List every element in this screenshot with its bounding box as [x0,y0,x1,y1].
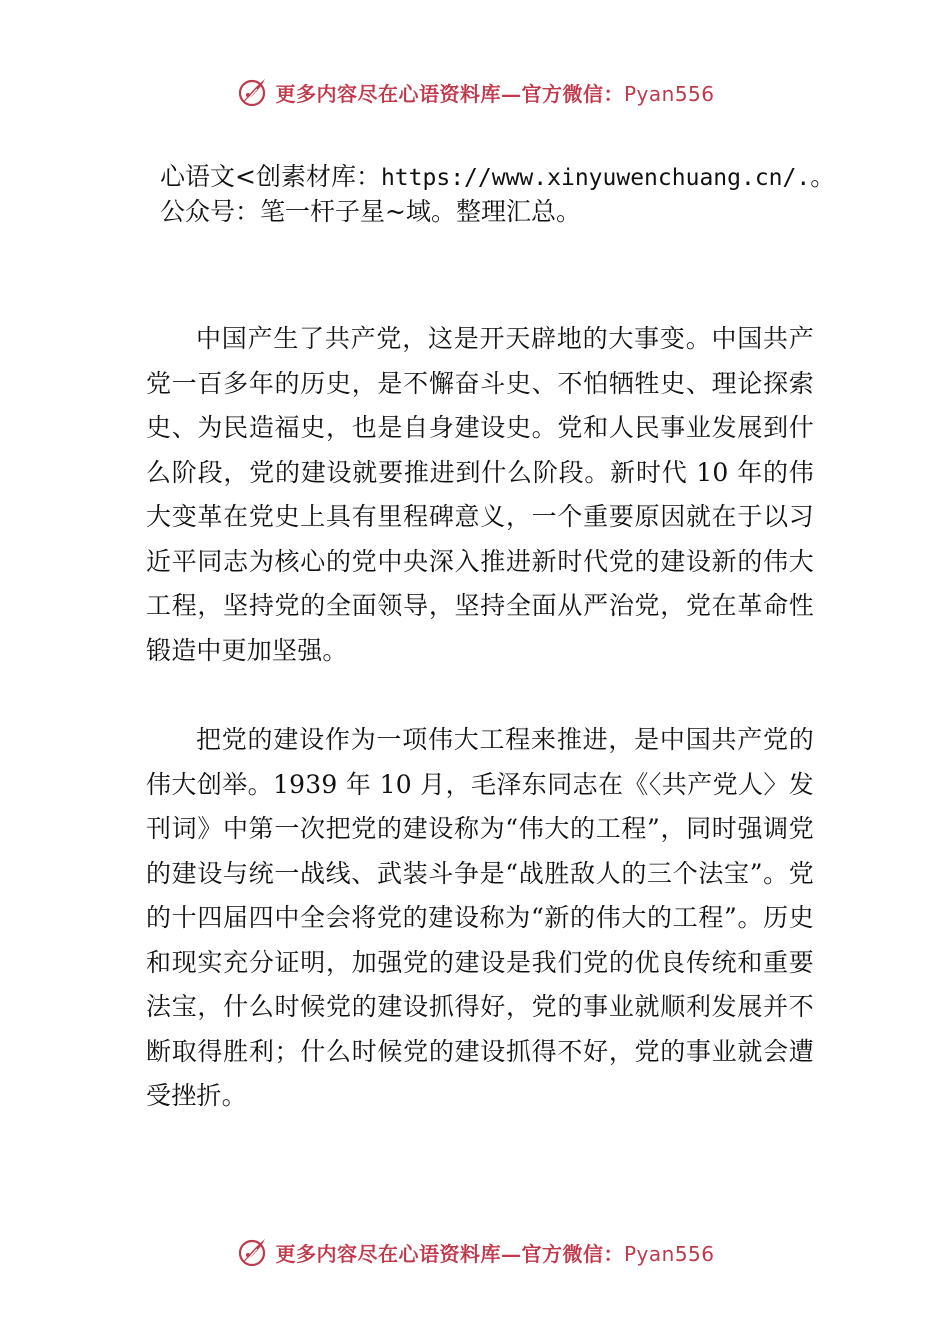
article-paragraph: 中国产生了共产党，这是开天辟地的大事变。中国共产党一百多年的历史，是不懈奋斗史、不怕牺牲史、理论探索史、为民造福史，也是自身建设史。党和人民事业发展到什么阶段，党的建设就要推进到什么阶段。新时代 10 年的伟大变革在党史上具有里程碑意义，一个重要原因就在于以习近平同志为核心的党中央深入推进新时代党的建设新的伟大工程，坚持党的全面领导，坚持全面从严治党，党在革命性锻造中更加坚强。 [146,324,814,665]
source-line-1 [160,160,940,195]
quill-pen-circle-icon [235,1235,269,1269]
source-label: 心语文<创素材库： [160,162,381,191]
banner-tagline [275,1238,714,1267]
bottom-banner [0,1232,950,1272]
top-banner [0,72,950,112]
banner-wechat-handle: Pyan556 [623,1241,715,1266]
source-header [160,160,940,229]
banner-wechat-handle: Pyan556 [623,81,715,106]
banner-tagline-text: 更多内容尽在心语资料库—官方微信： [275,81,624,106]
quill-pen-circle-icon [235,75,269,109]
article-paragraph: 把党的建设作为一项伟大工程来推进，是中国共产党的伟大创举。1939 年 10 月，毛泽东同志在《〈共产党人〉发刊词》中第一次把党的建设称为“伟大的工程”，同时强调党的建设与统一战线、武装斗争是“战胜敌人的三个法宝”。党的十四届四中全会将党的建设称为“新的伟大的工程”。历史和现实充分证明，加强党的建设是我们党的优良传统和重要法宝，什么时候党的建设抓得好，党的事业就顺利发展并不断取得胜利；什么时候党的建设抓得不好，党的事业就会遭受挫折。 [146,725,814,1110]
article-body [146,317,814,1119]
banner-tagline [275,78,714,107]
source-suffix: 。 [810,162,836,191]
source-url: https://www.xinyuwenchuang.cn/. [380,165,811,191]
source-line-2: 公众号：笔一杆子星~域。整理汇总。 [160,197,581,226]
banner-tagline-text: 更多内容尽在心语资料库—官方微信： [275,1241,624,1266]
